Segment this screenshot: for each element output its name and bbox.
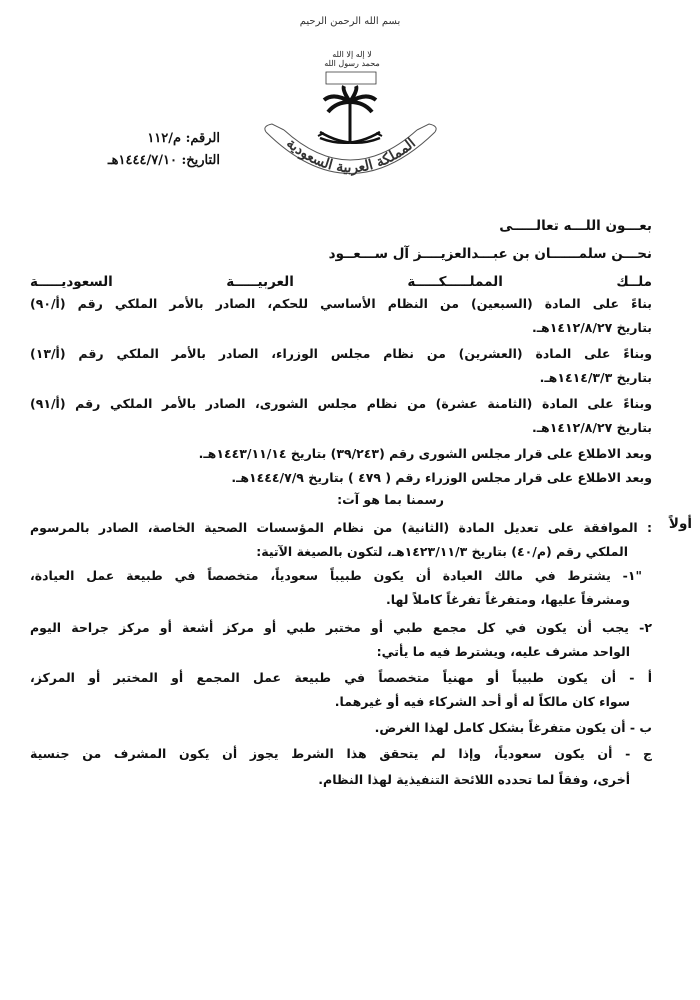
para-2-line-1: ٢- يجب أن يكون في كل مجمع طبي أو مختبر طبي أو مركز أشعة أو مركز جراحة اليوم	[30, 620, 652, 635]
item-a-line-1: أ - أن يكون طبيباً أو مهنياً متخصصاً في طبيعة عمل المجمع أو المختبر أو المركز،	[30, 670, 652, 685]
intro-line-3: ملــك المملـــــكـــــة العربيـــــة السعوديـــــة	[30, 274, 652, 290]
basmala: بسم الله الرحمن الرحيم	[299, 16, 401, 27]
recital-1-line-1: بناءً على المادة (السبعين) من النظام الأساسي للحكم، الصادر بالأمر الملكي رقم (أ/٩٠)	[30, 296, 652, 311]
review-ministers: وبعد الاطلاع على قرار مجلس الوزراء رقم ( ٤٧٩ ) بتاريخ ١٤٤٤/٧/٩هـ.	[231, 470, 652, 485]
item-c-line-2: أخرى، وفقاً لما تحدده اللائحة التنفيذية لهذا النظام.	[318, 772, 630, 787]
first-label: أولاً	[668, 516, 692, 532]
decree-statement: رسمنا بما هو آت:	[337, 492, 444, 507]
item-a-line-2: سواء كان مالكاً له أو أحد الشركاء فيه أو غيرهما.	[334, 694, 630, 709]
item-c-line-1: ج - أن يكون سعودياً، وإذا لم يتحقق هذا الشرط يجوز أن يكون المشرف من جنسية	[30, 746, 652, 761]
review-shura: وبعد الاطلاع على قرار مجلس الشورى رقم (٣٩/٢٤٣) بتاريخ ١٤٤٣/١١/١٤هـ.	[198, 446, 652, 461]
item-b-line-1: ب - أن يكون متفرغاً بشكل كامل لهذا الغرض.	[374, 720, 652, 735]
recital-3-line-2: بتاريخ ١٤١٢/٨/٢٧هـ.	[532, 420, 652, 435]
para-1-line-1: "١- يشترط في مالك العيادة أن يكون طبيباً سعودياً، متخصصاً في طبيعة عمل العيادة،	[30, 568, 642, 583]
saudi-emblem-icon	[258, 50, 443, 200]
first-line-1: : الموافقة على تعديل المادة (الثانية) من نظام المؤسسات الصحية الخاصة، الصادر بالمرسوم	[30, 520, 652, 535]
recital-3-line-1: وبناءً على المادة (الثامنة عشرة) من نظام مجلس الشورى، الصادر بالأمر الملكي رقم (أ/٩١)	[30, 396, 652, 411]
intro-line-2: نحـــن سلمــــــان بن عبـــدالعزيــــز آل ســـعــود	[328, 246, 652, 262]
intro-line-1: بعـــون اللـــه تعالـــــى	[499, 218, 652, 234]
first-line-2: الملكي رقم (م/٤٠) بتاريخ ١٤٢٣/١١/٣هـ، لتكون بالصيغة الآتية:	[256, 544, 628, 559]
recital-2-line-2: بتاريخ ١٤١٤/٣/٣هـ.	[539, 370, 652, 385]
decree-date: التاريخ: ١٤٤٤/٧/١٠هـ	[107, 153, 220, 168]
para-2-line-2: الواحد مشرف عليه، ويشترط فيه ما يأتي:	[376, 644, 630, 659]
shahada-text: لا إله إلا الله محمد رسول الله	[324, 50, 380, 68]
recital-2-line-1: وبناءً على المادة (العشرين) من نظام مجلس الوزراء، الصادر بالأمر الملكي رقم (أ/١٣)	[30, 346, 652, 361]
emblem-arc-text: المملكة العربية السعودية	[283, 135, 419, 177]
recital-1-line-2: بتاريخ ١٤١٢/٨/٢٧هـ.	[532, 320, 652, 335]
reference-block	[40, 128, 220, 172]
decree-number: الرقم: م/١١٢	[147, 131, 220, 146]
para-1-line-2: ومشرفاً عليها، ومتفرغاً تفرغاً كاملاً لها.	[386, 592, 630, 607]
